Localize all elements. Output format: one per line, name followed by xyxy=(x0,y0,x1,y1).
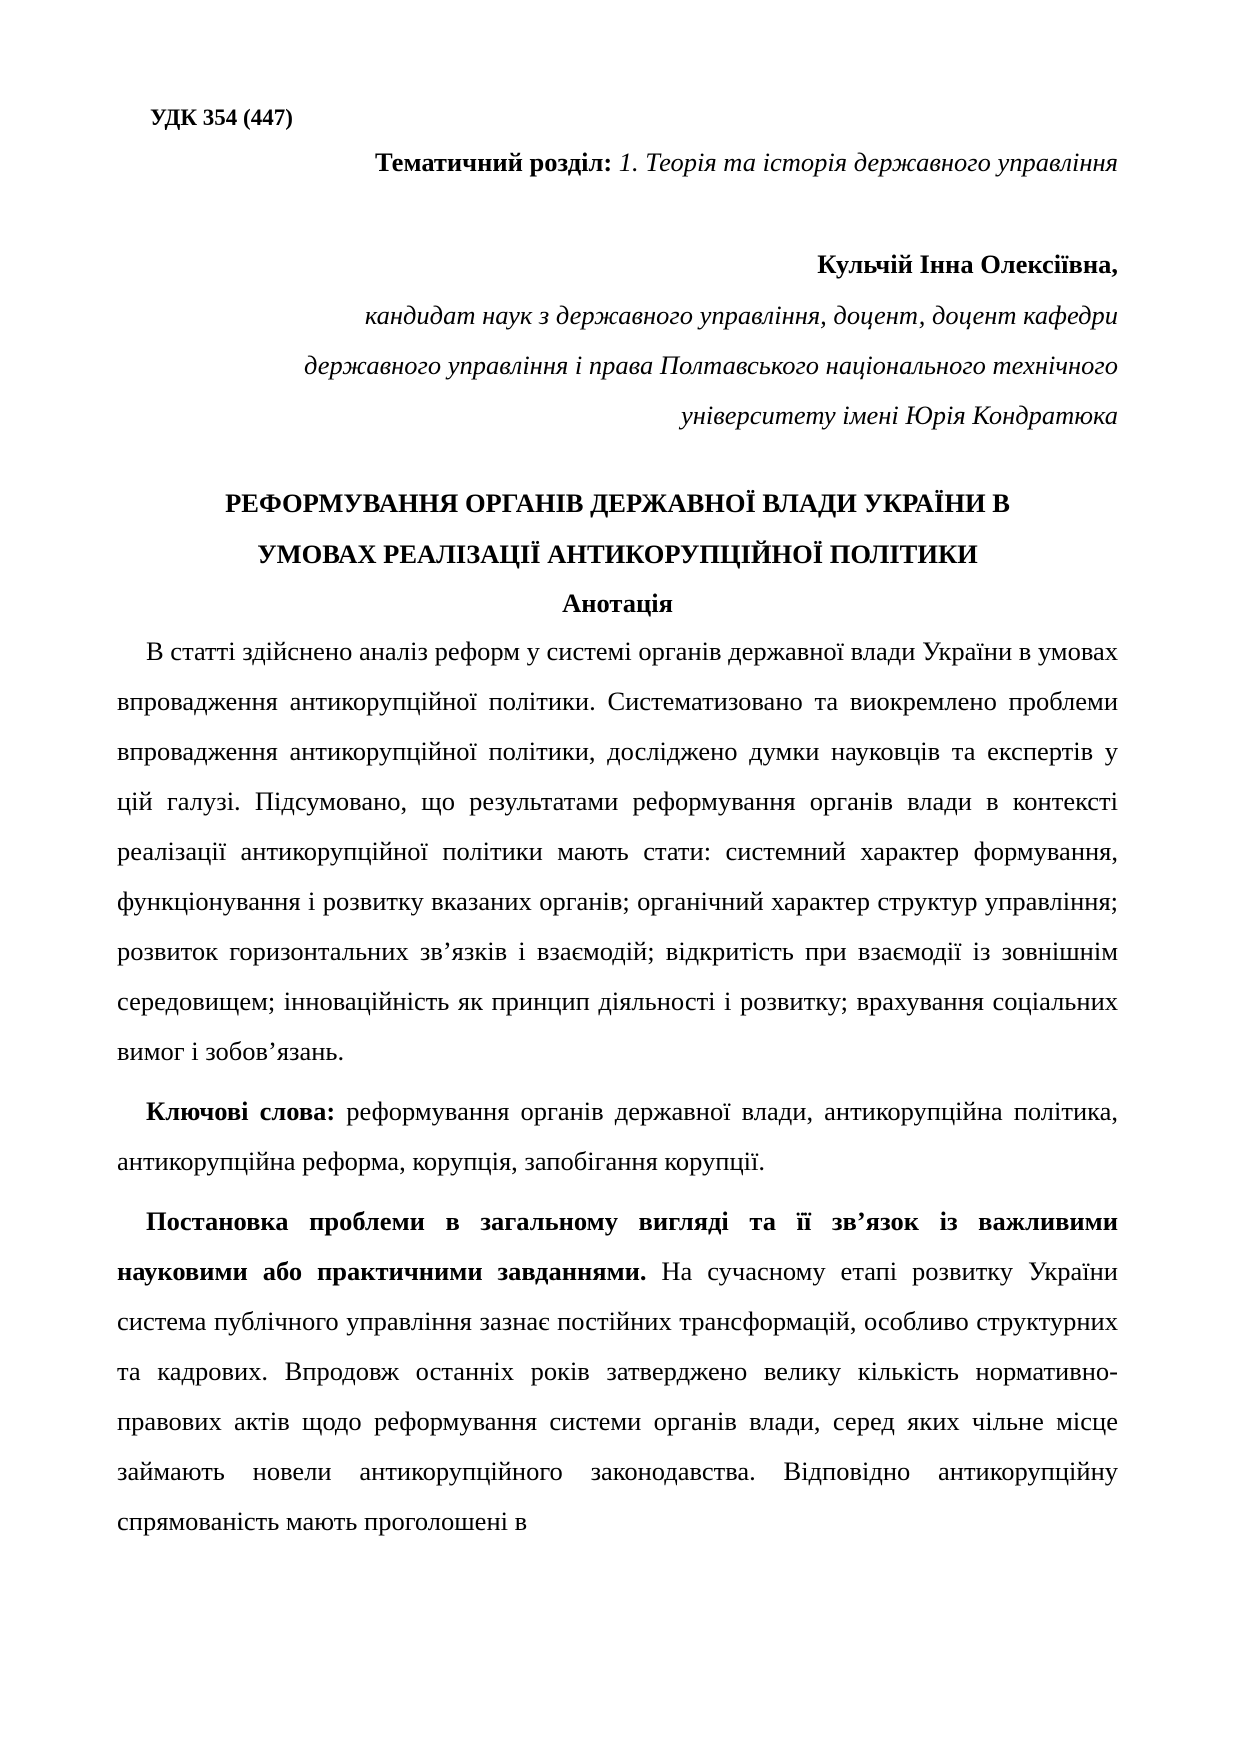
article-title-line-1: РЕФОРМУВАННЯ ОРГАНІВ ДЕРЖАВНОЇ ВЛАДИ УКРАЇНИ В xyxy=(225,488,1010,518)
article-title xyxy=(117,478,1118,580)
keywords-label: Ключові слова: xyxy=(146,1096,336,1126)
section-value: 1. Теорія та історія державного управління xyxy=(618,147,1118,177)
problem-statement-paragraph xyxy=(117,1196,1118,1546)
thematic-section xyxy=(117,136,1118,188)
article-title-line-2: УМОВАХ РЕАЛІЗАЦІЇ АНТИКОРУПЦІЙНОЇ ПОЛІТИКИ xyxy=(257,539,978,569)
problem-statement-lead: Постановка проблеми в загальному вигляді та її зв’язок із важливими науковими або практичними завданнями. xyxy=(117,1206,1118,1286)
udk-code: УДК 354 (447) xyxy=(150,105,293,130)
section-label: Тематичний розділ: xyxy=(375,147,613,177)
author-name: Кульчій Інна Олексіївна, xyxy=(817,249,1118,279)
document-page xyxy=(117,100,1118,1546)
author-block xyxy=(117,238,1118,440)
abstract-text: В статті здійснено аналіз реформ у системі органів державної влади України в умовах впровадження антикорупційної політики. Систематизовано та виокремлено проблеми впровадження антикорупційної політики, досліджено думки науковців та експертів у цій галузі. Підсумовано, що результатами реформування органів влади в контексті реалізації антикорупційної політики мають стати: системний характер формування, функціонування і розвитку вказаних органів; органічний характер структур управління; розвиток горизонтальних зв’язків і взаємодій; відкритість при взаємодії із зовнішнім середовищем; інноваційність як принцип діяльності і розвитку; врахування соціальних вимог і зобов’язань. xyxy=(117,636,1118,1066)
problem-statement-text: На сучасному етапі розвитку України система публічного управління зазнає постійних трансформацій, особливо структурних та кадрових. Впродовж останніх років затверджено велику кількість нормативно-правових актів щодо реформування системи органів влади, серед яких чільне місце займають новели антикорупційного законодавства. Відповідно антикорупційну спрямованість мають проголошені в xyxy=(117,1256,1118,1536)
keywords-paragraph xyxy=(117,1086,1118,1186)
author-affiliation-line-3: університету імені Юрія Кондратюка xyxy=(681,400,1118,430)
keywords-text: реформування органів державної влади, антикорупційна політика, антикорупційна реформа, корупція, запобігання корупції. xyxy=(117,1096,1119,1176)
abstract-heading: Анотація xyxy=(562,588,673,618)
author-affiliation-line-2: державного управління і права Полтавського національного технічного xyxy=(304,350,1118,380)
author-affiliation-line-1: кандидат наук з державного управління, доцент, доцент кафедри xyxy=(364,300,1118,330)
